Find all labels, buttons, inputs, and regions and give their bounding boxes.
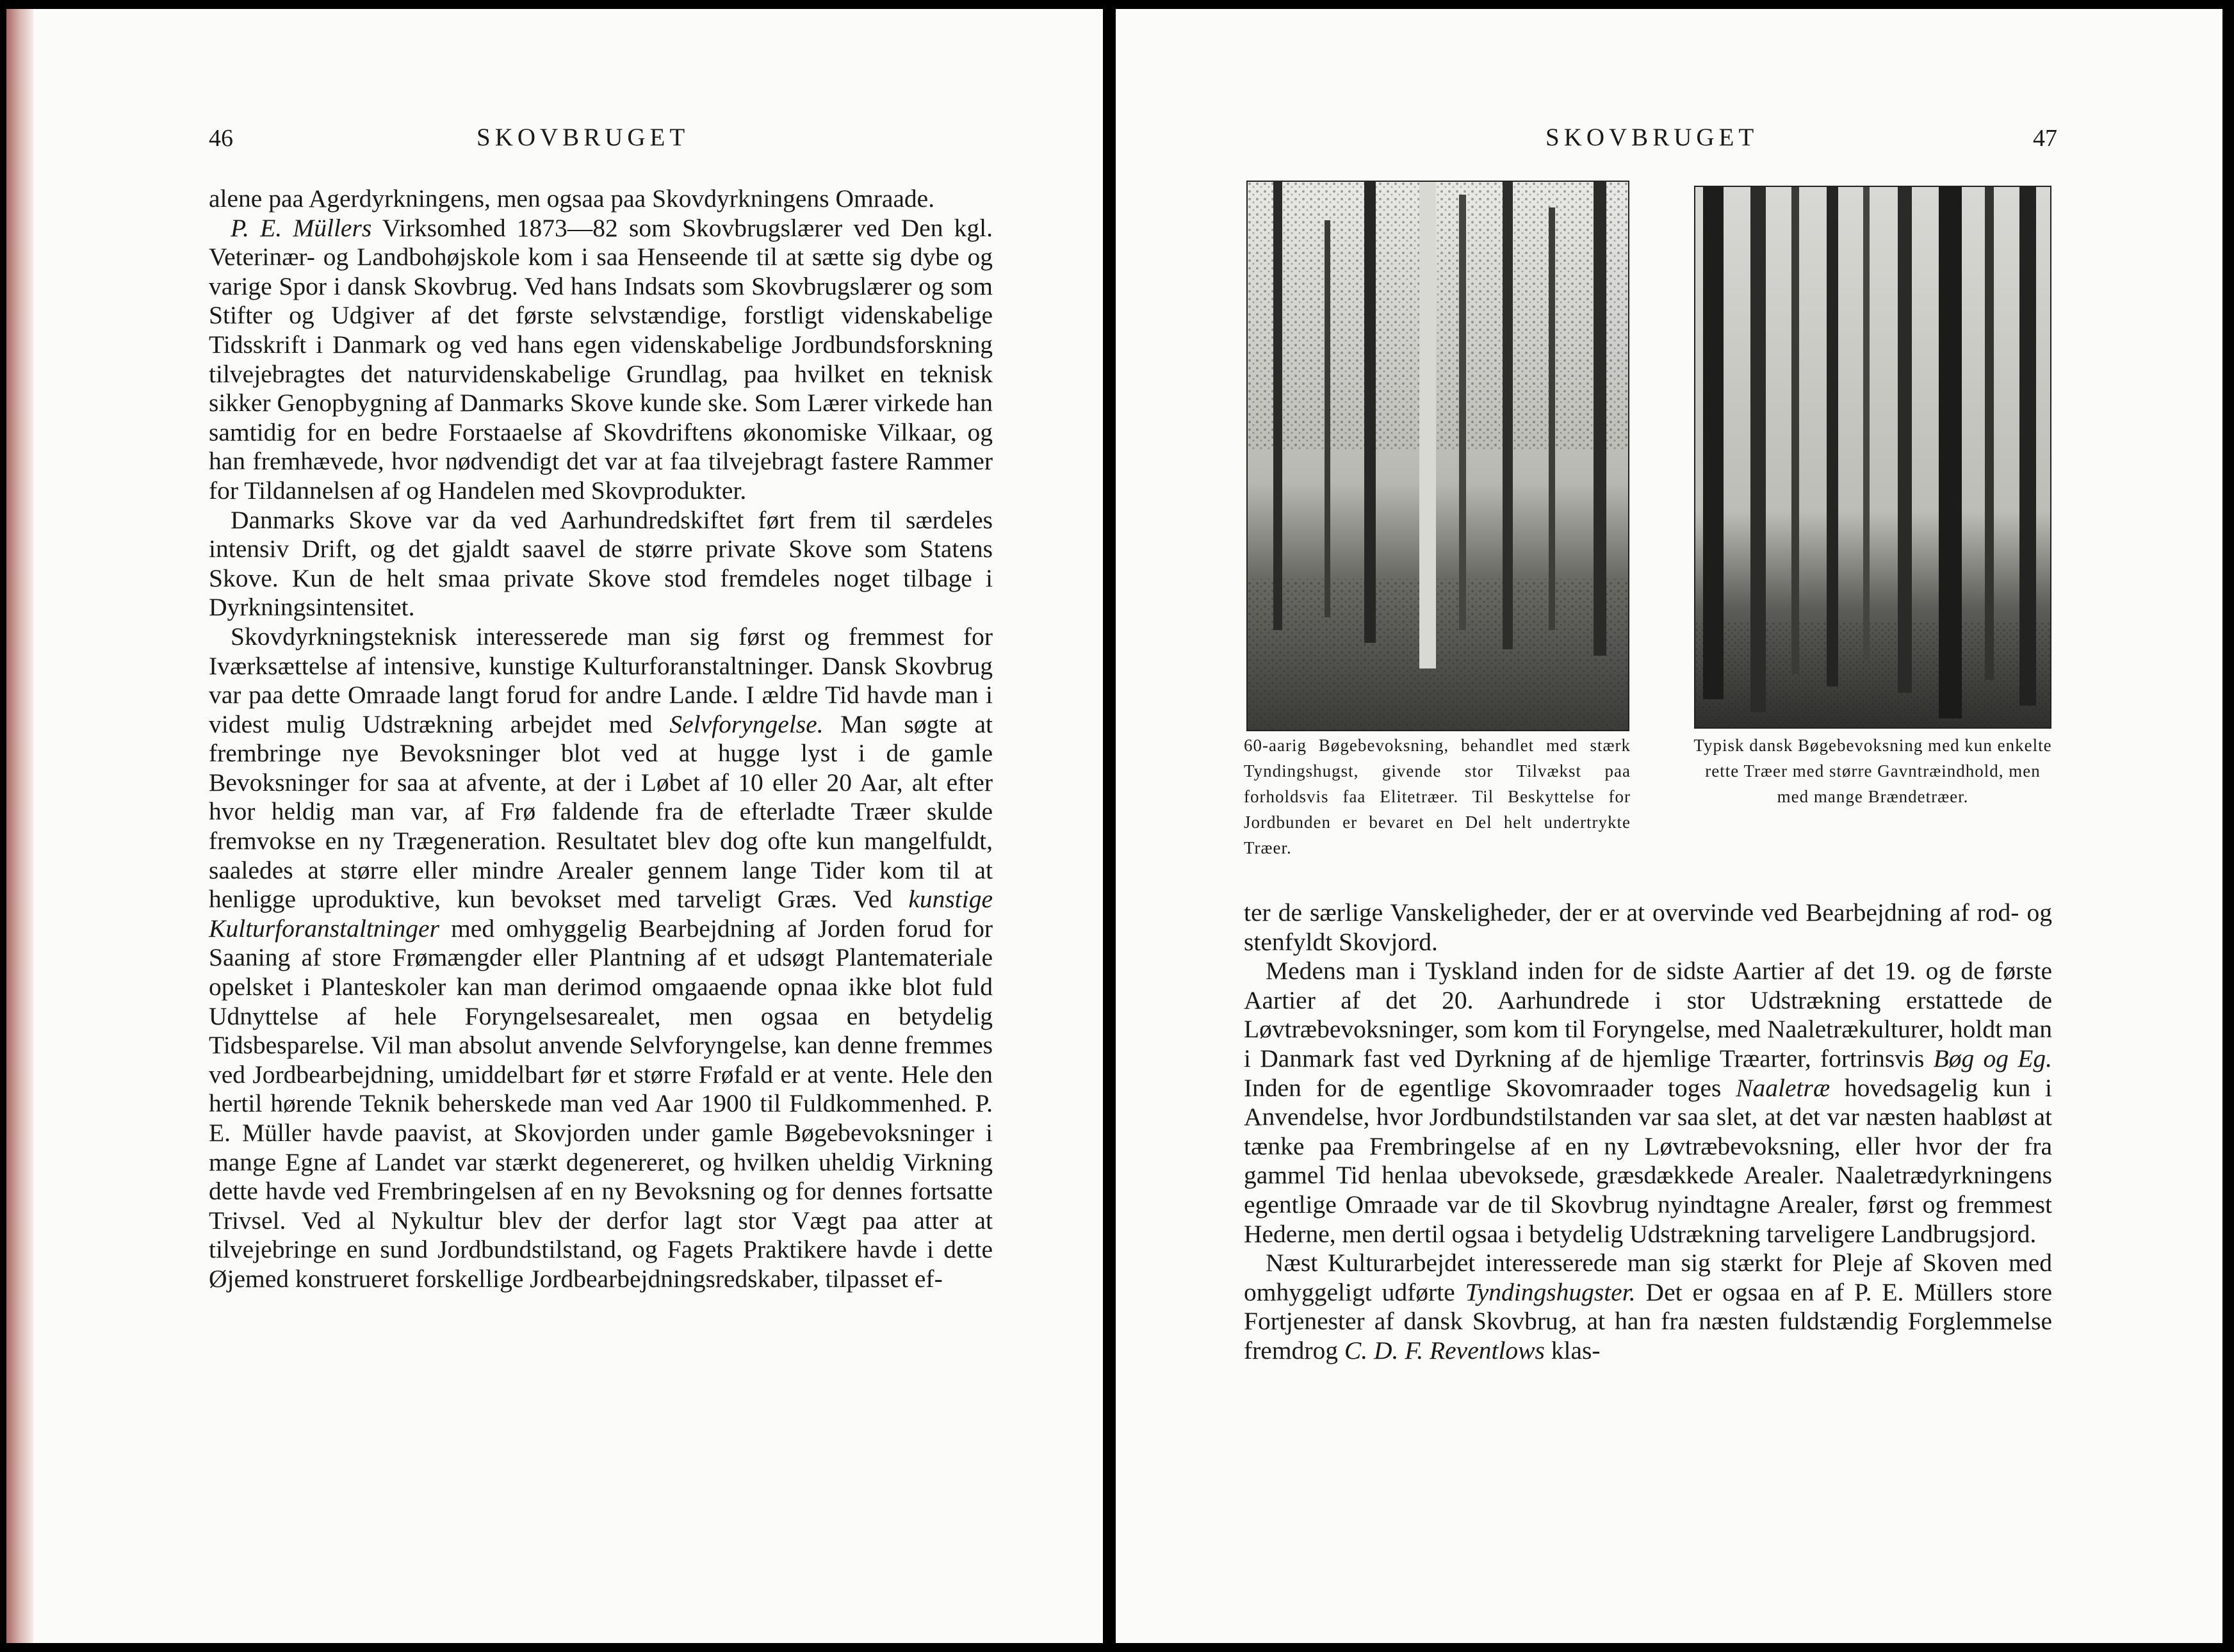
figure-caption-left: 60-aarig Bøgebevoksning, behandlet med stærk Tyndingshugst, givende stor Tilvækst paa forholdsvis faa Elitetræer. Til Beskyttelse for Jordbunden er bevaret en Del helt undertrykte Træer. — [1244, 736, 1631, 857]
page-number: 47 — [2033, 125, 2057, 152]
text-run: klas- — [1544, 1336, 1601, 1365]
text-run: Det er ogsaa en af P. E. Müllers store Fortjenester af dansk Skovbrug, at han fra næsten fuldstændig Forglemmelse fremdrog — [1244, 1277, 2052, 1365]
paragraph — [1244, 957, 2052, 1249]
page-number: 46 — [209, 125, 233, 152]
text-run: Man søgte at frembringe nye Bevoksninger blot ved at hugge lyst i de gamle Bevoksninger for saa at afvente, at der i Løbet af 10 eller 20 Aar, alt efter hvor heldig man var, af Frø faldende fra de efterladte Træer skulde fremvokse en ny Trægeneration. Resultatet blev dog ofte kun mangelfuldt, saaledes at større eller mindre Arealer gennem lange Tider kom til at henligge uproduktive, kun bevokset med tarveligt Græs. Ved — [209, 709, 993, 914]
text-run: Medens man i Tyskland inden for de sidste Aartier af det 19. og de første Aartier af det 20. Aarhundrede i stor Udstrækning erstattede de Løvtræbevoksninger, som kom til Foryngelse, med Naaletrækulturer, holdt man i Danmark fast ved Dyrkning af de hjemlige Træarter, fortrinsvis — [1244, 957, 2052, 1073]
paragraph — [1244, 1249, 2052, 1365]
paragraph — [209, 622, 993, 1294]
paragraph — [209, 184, 993, 214]
text-run: Danmarks Skove var da ved Aarhundredskiftet ført frem til særdeles intensiv Drift, og det gjaldt saavel de større private Skove som Statens Skove. Kun de helt smaa private Skove stod fremdeles noget tilbage i Dyrkningsintensitet. — [209, 505, 993, 622]
text-run: ter de særlige Vanskeligheder, der er at overvinde ved Bearbejdning af rod- og stenfyldt Skovjord. — [1244, 898, 2052, 956]
paragraph — [209, 506, 993, 622]
text-run: Skovdyrkningsteknisk interesserede man sig først og fremmest for Iværksættelse af intensive, kunstige Kulturforanstaltninger. Dansk Skovbrug var paa dette Omraade langt forud for andre Lande. I ældre Tid havde man i videst mulig Udstrækning arbejdet med — [209, 622, 993, 738]
text-run: med omhyggelig Bearbejdning af Jorden forud for Saaning af store Frømængder eller Plantning af et udsøgt Plantemateriale opelsket i Planteskoler kan man derimod omgaaende opnaa ikke blot fuld Udnyttelse af hele Foryngelsesarealet, men ogsaa en betydelig Tidsbesparelse. Vil man absolut anvende Selvforyngelse, kan denne fremmes ved Jordbearbejdning, umiddelbart før et større Frøfald er at vente. Hele den hertil hørende Teknik beherskede man ved Aar 1900 til Fuldkommenhed. P. E. Müller havde paavist, at Skovjorden under gamle Bøgebevoksninger i mange Egne af Landet var stærkt degenereret, og hvilken uheldig Virkning dette havde ved Frembringelsen af en ny Bevoksning og for dennes fortsatte Trivsel. Ved al Nykultur blev der derfor lagt stor Vægt paa atter at tilvejebringe en sund Jordbundstilstand, og Fagets Praktikere havde i dette Øjemed konstrueret forskellige Jordbearbejdningsredskaber, tilpasset ef- — [209, 914, 993, 1293]
italic-text: Naaletræ — [1736, 1073, 1830, 1102]
italic-text: C. D. F. Reventlows — [1344, 1336, 1545, 1365]
body-text — [209, 184, 993, 1294]
right-page — [1116, 9, 2222, 1643]
italic-text: Tyndingshugster. — [1465, 1277, 1636, 1306]
page-gutter — [1103, 0, 1116, 1652]
left-page — [6, 9, 1103, 1643]
text-run: Inden for de egentlige Skovomraader toges — [1244, 1073, 1736, 1102]
text-run: Næst Kulturarbejdet interesserede man sig stærkt for Pleje af Skoven med omhyggeligt udførte — [1244, 1249, 2052, 1306]
text-run: Virksomhed 1873—82 som Skovbrugslærer ved Den kgl. Veterinær- og Landbohøjskole kom i saa Henseende til at sætte sig dybe og varige Spor i dansk Skovbrug. Ved hans Indsats som Skovbrugslærer og som Stifter og Udgiver af det første selvstændige, forstligt videnskabelige Tidsskrift i Danmark og ved hans egen videnskabelige Jordbundsforskning tilvejebragtes det naturvidenskabelige Grundlag, paa hvilket en teknisk sikker Genopbygning af Danmarks Skove kunde ske. Som Lærer virkede han samtidig for en bedre Forstaaelse af Skovdriftens økonomiske Vilkaar, og han fremhævede, hvor nødvendigt det var at faa tilvejebragt fastere Rammer for Tildannelsen af og Handelen med Skovprodukter. — [209, 213, 993, 505]
paragraph — [209, 214, 993, 506]
italic-text: P. E. Müllers — [231, 213, 372, 242]
forest-photo-right — [1694, 186, 2051, 729]
paragraph — [1244, 898, 2052, 957]
body-text — [1244, 898, 2052, 1366]
forest-photo-left — [1246, 181, 1629, 731]
italic-text: kunstige Kulturforanstaltninger — [209, 885, 993, 943]
running-head: SKOVBRUGET — [477, 124, 690, 151]
italic-text: Selvforyngelse. — [669, 709, 824, 738]
text-run: hovedsagelig kun i Anvendelse, hvor Jordbundstilstanden var saa slet, at det var næsten haabløst at tænke paa Frembringelse af en ny Løvtræbevoksning, eller hvor der fra gammel Tid henlaa ubevoksede, græsdækkede Arealer. Naaletrædyrkningens egentlige Omraade var de til Skovbrug nyindtagne Arealer, først og fremmest Hederne, men dertil ogsaa i betydelig Udstrækning tarveligere Landbrugsjord. — [1244, 1073, 2052, 1248]
text-run: alene paa Agerdyrkningens, men ogsaa paa Skovdyrkningens Omraade. — [209, 184, 935, 213]
figure-caption-right: Typisk dansk Bøgebevoksning med kun enkelte rette Træer med større Gavntræindhold, men med mange Brændetræer. — [1693, 736, 2052, 806]
book-spine-edge — [6, 9, 33, 1643]
italic-text: Bøg og Eg. — [1933, 1044, 2052, 1073]
running-head: SKOVBRUGET — [1545, 124, 1759, 151]
